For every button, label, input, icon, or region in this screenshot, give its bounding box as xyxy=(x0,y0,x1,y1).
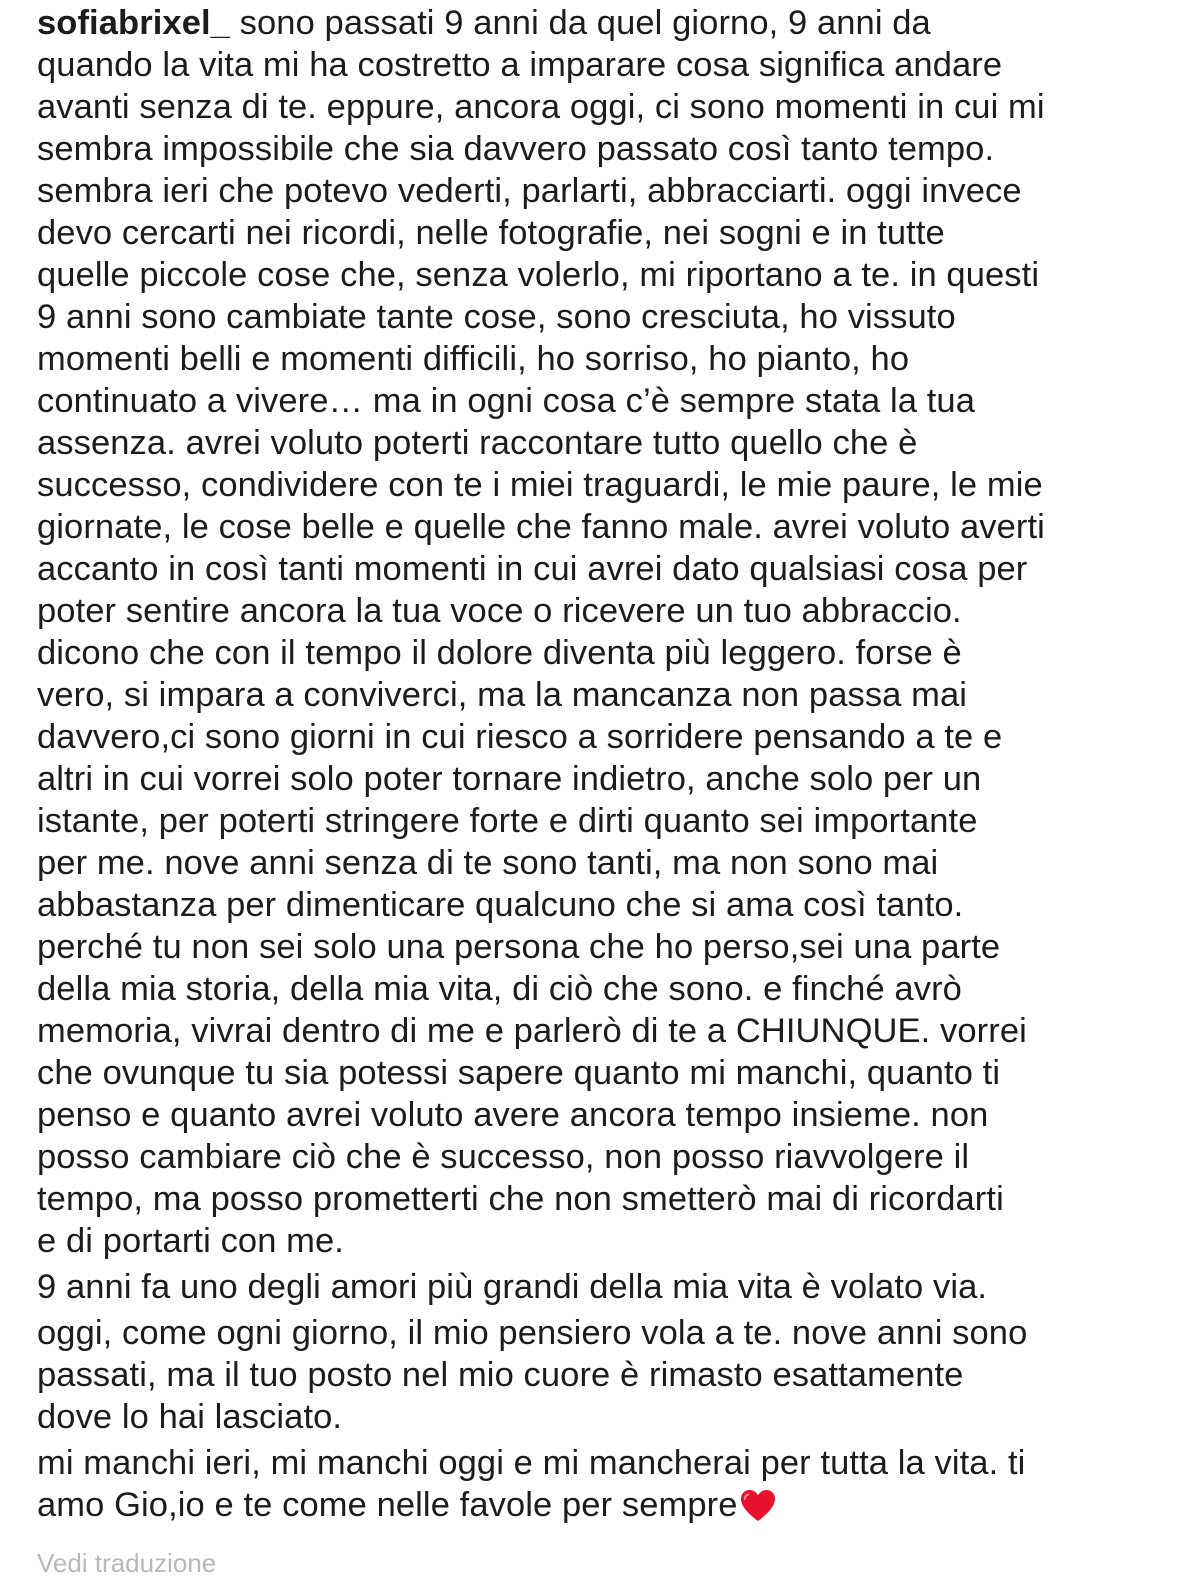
caption-paragraph-3: oggi, come ogni giorno, il mio pensiero vola a te. nove anni sono passati, ma il tuo posto nel mio cuore è rimasto esattamente dove lo hai lasciato. xyxy=(37,1314,1028,1436)
caption-paragraph-4 xyxy=(37,1442,1155,1526)
post-caption xyxy=(37,0,1155,1530)
see-translation-link[interactable]: Vedi traduzione xyxy=(37,1548,217,1578)
caption-paragraph-2: 9 anni fa uno degli amori più grandi della mia vita è volato via. xyxy=(37,1268,988,1306)
red-heart-icon xyxy=(740,1489,776,1523)
caption-text-4: mi manchi ieri, mi manchi oggi e mi mancherai per tutta la vita. ti amo Gio,io e te come nelle favole per sempre xyxy=(37,1444,1026,1524)
caption-text-1: sono passati 9 anni da quel giorno, 9 anni da quando la vita mi ha costretto a imparare cosa significa andare avanti senza di te. eppure, ancora oggi, ci sono momenti in cui mi sembra impossibile che sia davvero passato così tanto tempo. sembra ieri che potevo vederti, parlarti, abbracciarti. oggi invece devo cercarti nei ricordi, nelle fotografie, nei sogni e in tutte quelle piccole cose che, senza volerlo, mi riportano a te. in questi 9 anni sono cambiate tante cose, sono cresciuta, ho vissuto momenti belli e momenti difficili, ho sorriso, ho pianto, ho continuato a vivere… ma in ogni cosa c’è sempre stata la tua assenza. avrei voluto poterti raccontare tutto quello che è successo, condividere con te i miei traguardi, le mie paure, le mie giornate, le cose belle e quelle che fanno male. avrei voluto averti accanto in così tanti momenti in cui avrei dato qualsiasi cosa per poter sentire ancora la tua voce o ricevere un tuo abbraccio. dicono che con il tempo il dolore diventa più leggero. forse è vero, si impara a conviverci, ma la mancanza non passa mai davvero,ci sono giorni in cui riesco a sorridere pensando a te e altri in cui vorrei solo poter tornare indietro, anche solo per un istante, per poterti stringere forte e dirti quanto sei importante per me. nove anni senza di te sono tanti, ma non sono mai abbastanza per dimenticare qualcuno che si ama così tanto. perché tu non sei solo una persona che ho perso,sei una parte della mia storia, della mia vita, di ciò che sono. e finché avrò memoria, vivrai dentro di me e parlerò di te a CHIUNQUE. vorrei che ovunque tu sia potessi sapere quanto mi manchi, quanto ti penso e quanto avrei voluto avere ancora tempo insieme. non posso cambiare ciò che è successo, non posso riavvolgere il tempo, ma posso prometterti che non smetterò mai di ricordarti e di portarti con me. xyxy=(37,4,1045,1260)
caption-paragraph-1 xyxy=(37,2,1155,1262)
username-link[interactable]: sofiabrixel_ xyxy=(37,4,230,42)
